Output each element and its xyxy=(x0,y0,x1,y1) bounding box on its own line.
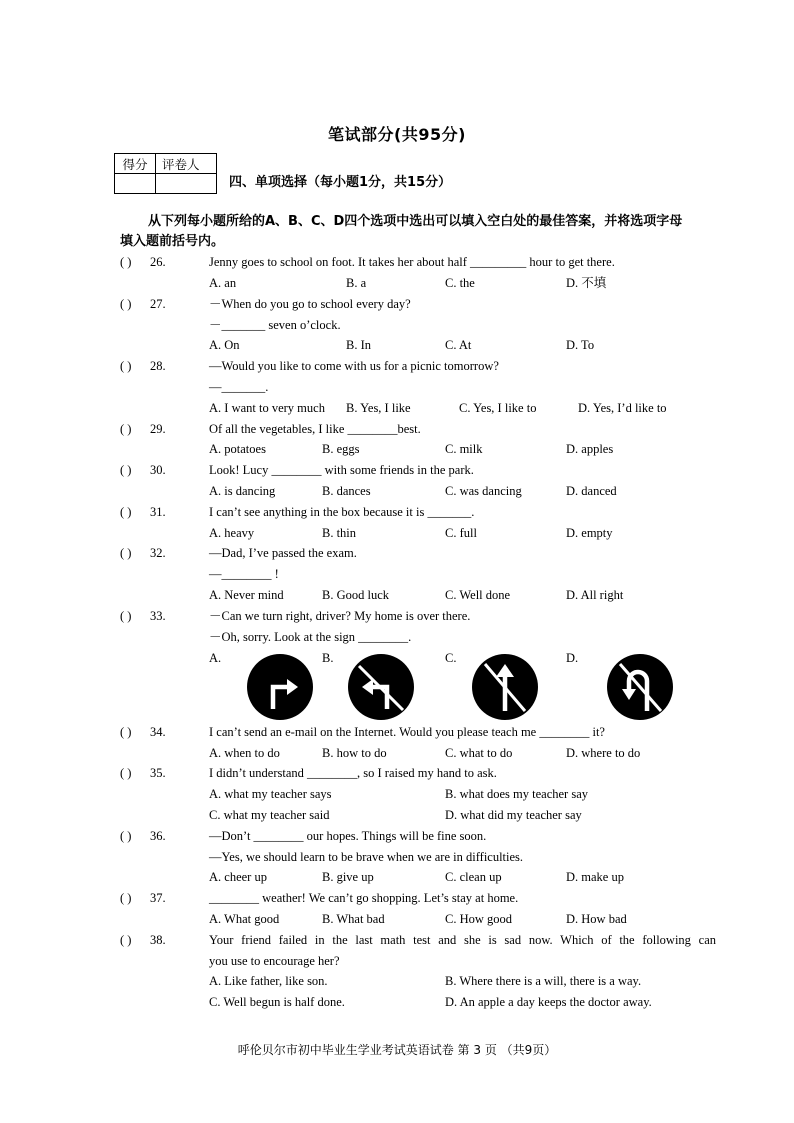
question-stem: I can’t see anything in the box because it is _______. xyxy=(209,505,475,519)
question-stem: －When do you go to school every day? xyxy=(209,297,411,311)
option-d: D. How bad xyxy=(566,912,627,926)
option-b: B. dances xyxy=(322,484,371,498)
question-number: 27. xyxy=(150,297,166,311)
option-d: D. empty xyxy=(566,526,613,540)
grader-label: 评卷人 xyxy=(156,154,217,174)
question-number: 35. xyxy=(150,766,166,780)
question-stem: —Would you like to come with us for a picnic tomorrow? xyxy=(209,359,499,373)
option-a: A. Never mind xyxy=(209,588,284,602)
option-c: C. Well begun is half done. xyxy=(209,995,345,1009)
question-number: 34. xyxy=(150,725,166,739)
no-straight-sign-icon xyxy=(471,653,539,721)
option-c: C. How good xyxy=(445,912,513,926)
question-number: 38. xyxy=(150,933,166,947)
option-d: D. where to do xyxy=(566,746,641,760)
answer-paren: ( ) xyxy=(120,725,132,739)
question-stem: Of all the vegetables, I like ________best. xyxy=(209,422,421,436)
answer-paren: ( ) xyxy=(120,359,132,373)
option-a: A. an xyxy=(209,276,237,290)
option-a: A. Like father, like son. xyxy=(209,974,328,988)
option-d: D. xyxy=(566,651,579,665)
option-a: A. what my teacher says xyxy=(209,787,332,801)
question-number: 29. xyxy=(150,422,166,436)
option-b: B. Yes, I like xyxy=(346,401,411,415)
grader-cell xyxy=(156,174,217,194)
turn-right-sign-icon xyxy=(246,653,314,721)
option-a: A. cheer up xyxy=(209,870,267,884)
option-d: D. danced xyxy=(566,484,617,498)
answer-paren: ( ) xyxy=(120,463,132,477)
answer-paren: ( ) xyxy=(120,505,132,519)
option-b: B. In xyxy=(346,338,371,352)
no-left-turn-sign-icon xyxy=(347,653,415,721)
score-label: 得分 xyxy=(115,154,156,174)
option-d: D. Yes, I’d like to xyxy=(578,401,667,415)
option-b: B. Good luck xyxy=(322,588,390,602)
question-number: 28. xyxy=(150,359,166,373)
option-b: B. What bad xyxy=(322,912,385,926)
option-c: C. was dancing xyxy=(445,484,522,498)
answer-paren: ( ) xyxy=(120,546,132,560)
question-stem: I can’t send an e-mail on the Internet. Would you please teach me ________ it? xyxy=(209,725,605,739)
answer-paren: ( ) xyxy=(120,766,132,780)
question-stem-line-2: —Yes, we should learn to be brave when we are in difficulties. xyxy=(209,850,524,864)
question-stem-line-2: －_______ seven o’clock. xyxy=(209,318,341,332)
option-c: C. full xyxy=(445,526,477,540)
option-c: C. clean up xyxy=(445,870,502,884)
option-d: D. make up xyxy=(566,870,624,884)
option-a: A. is dancing xyxy=(209,484,276,498)
question-stem: I didn’t understand ________, so I raised my hand to ask. xyxy=(209,766,497,780)
section-heading: 四、单项选择（每小题1分，共15分） xyxy=(229,175,452,190)
option-c: C. what to do xyxy=(445,746,513,760)
option-b: B. a xyxy=(346,276,367,290)
option-b: B. thin xyxy=(322,526,357,540)
answer-paren: ( ) xyxy=(120,422,132,436)
option-a: A. What good xyxy=(209,912,280,926)
option-c: C. Well done xyxy=(445,588,511,602)
answer-paren: ( ) xyxy=(120,891,132,905)
option-c: C. Yes, I like to xyxy=(459,401,537,415)
option-b: B. how to do xyxy=(322,746,387,760)
no-u-turn-sign-icon xyxy=(606,653,674,721)
option-b: B. give up xyxy=(322,870,374,884)
option-b: B. what does my teacher say xyxy=(445,787,589,801)
question-stem-line-2: —_______. xyxy=(209,380,269,394)
question-number: 30. xyxy=(150,463,166,477)
option-b: B. eggs xyxy=(322,442,360,456)
question-number: 32. xyxy=(150,546,166,560)
answer-paren: ( ) xyxy=(120,609,132,623)
option-c: C. the xyxy=(445,276,475,290)
option-a: A. potatoes xyxy=(209,442,266,456)
question-number: 33. xyxy=(150,609,166,623)
question-stem: Your friend failed in the last math test and she is sad now. Which of the following can xyxy=(209,933,716,947)
page-footer: 呼伦贝尔市初中毕业生学业考试英语试卷 第 3 页 （共9页） xyxy=(237,1043,557,1057)
question-stem: Look! Lucy ________ with some friends in the park. xyxy=(209,463,474,477)
question-number: 31. xyxy=(150,505,166,519)
question-stem-line-2: you use to encourage her? xyxy=(209,954,340,968)
page-title: 笔试部分(共95分) xyxy=(328,125,466,144)
option-c: C. what my teacher said xyxy=(209,808,330,822)
option-a: A. heavy xyxy=(209,526,255,540)
section-instructions: 从下列每小题所给的A、B、C、D四个选项中选出可以填入空白处的最佳答案，并将选项字母填入题前括号内。 xyxy=(120,214,683,249)
question-stem: —Don’t ________ our hopes. Things will be fine soon. xyxy=(209,829,487,843)
answer-paren: ( ) xyxy=(120,255,132,269)
question-number: 26. xyxy=(150,255,166,269)
answer-paren: ( ) xyxy=(120,297,132,311)
option-d: D. what did my teacher say xyxy=(445,808,582,822)
option-d: D. An apple a day keeps the doctor away. xyxy=(445,995,652,1009)
option-d: D. All right xyxy=(566,588,624,602)
option-d: D. apples xyxy=(566,442,614,456)
option-a: A. xyxy=(209,651,222,665)
question-stem-line-2: —________ ! xyxy=(209,567,279,581)
option-c: C. At xyxy=(445,338,472,352)
answer-paren: ( ) xyxy=(120,933,132,947)
option-a: A. On xyxy=(209,338,240,352)
option-c: C. milk xyxy=(445,442,483,456)
question-stem: —Dad, I’ve passed the exam. xyxy=(209,546,357,560)
option-a: A. I want to very much xyxy=(209,401,325,415)
question-stem: Jenny goes to school on foot. It takes her about half _________ hour to get there. xyxy=(209,255,615,269)
question-stem: ________ weather! We can’t go shopping. Let’s stay at home. xyxy=(209,891,519,905)
question-number: 36. xyxy=(150,829,166,843)
option-c: C. xyxy=(445,651,457,665)
option-b: B. Where there is a will, there is a way. xyxy=(445,974,642,988)
score-box xyxy=(114,153,217,194)
option-d: D. To xyxy=(566,338,595,352)
question-number: 37. xyxy=(150,891,166,905)
score-cell xyxy=(115,174,156,194)
option-d: D. 不填 xyxy=(566,276,607,290)
option-b: B. xyxy=(322,651,334,665)
question-stem-line-2: －Oh, sorry. Look at the sign ________. xyxy=(209,630,412,644)
answer-paren: ( ) xyxy=(120,829,132,843)
option-a: A. when to do xyxy=(209,746,280,760)
question-stem: －Can we turn right, driver? My home is over there. xyxy=(209,609,471,623)
